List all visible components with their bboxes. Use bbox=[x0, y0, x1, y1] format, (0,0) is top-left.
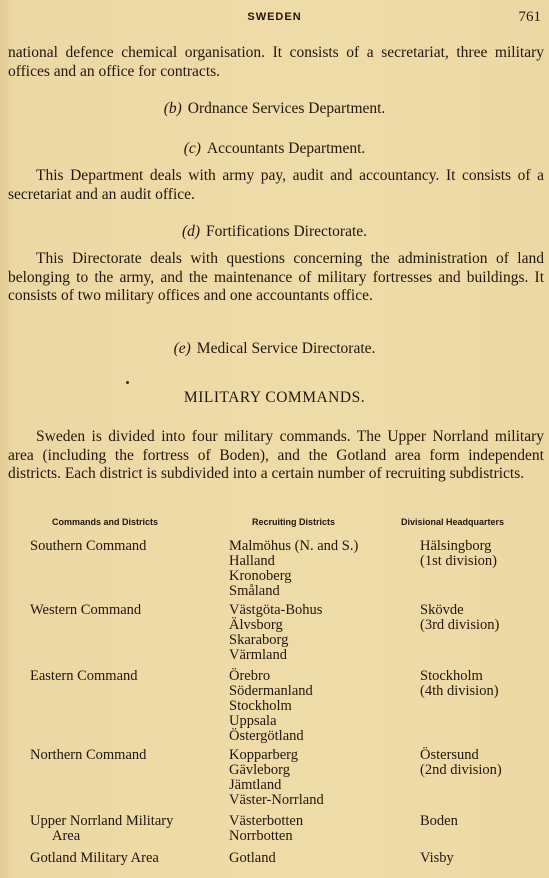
districts-cell: Västgöta-Bohus Älvsborg Skaraborg Värmland bbox=[229, 602, 323, 663]
command-cell: Gotland Military Area bbox=[30, 850, 159, 866]
section-letter: (e) bbox=[173, 340, 191, 357]
section-letter: (c) bbox=[183, 140, 201, 157]
districts-cell: Örebro Södermanland Stockholm Uppsala Östergötland bbox=[229, 668, 313, 744]
page-header bbox=[0, 9, 549, 29]
ink-speck bbox=[126, 381, 129, 384]
intro-paragraph-block bbox=[8, 44, 544, 81]
military-commands-paragraph-block bbox=[8, 428, 544, 484]
intro-paragraph: national defence chemical organisation. It consists of a secretariat, three military offices and an office for contracts. bbox=[8, 44, 544, 80]
military-commands-title: MILITARY COMMANDS. bbox=[183, 389, 366, 406]
section-c-paragraph-block bbox=[8, 167, 544, 204]
headquarters-cell: Östersund (2nd division) bbox=[420, 747, 502, 778]
section-letter: (d) bbox=[181, 223, 201, 240]
section-title: Accountants Department. bbox=[206, 140, 366, 157]
districts-cell: Malmöhus (N. and S.) Halland Kronoberg Småland bbox=[229, 538, 359, 599]
section-d-paragraph: This Directorate deals with questions concerning the administration of land belonging to the army, and the maintenance of military fortresses and buildings. It consists of two military offices and one accountants office. bbox=[8, 250, 544, 304]
section-letter: (b) bbox=[163, 100, 182, 117]
headquarters-cell: Hälsingborg (1st division) bbox=[420, 538, 497, 569]
page-number: 761 bbox=[518, 9, 541, 25]
command-cell: Upper Norrland Military Area bbox=[30, 813, 174, 844]
command-cell: Southern Command bbox=[30, 538, 147, 554]
command-cell: Eastern Command bbox=[30, 668, 138, 684]
section-heading-e bbox=[0, 340, 549, 358]
section-c-paragraph: This Department deals with army pay, audit and accountancy. It consists of a secretariat and an audit office. bbox=[8, 167, 544, 203]
section-heading-d bbox=[0, 223, 549, 241]
column-header-commands: Commands and Districts bbox=[52, 517, 159, 527]
headquarters-cell: Skövde (3rd division) bbox=[420, 602, 500, 633]
column-header-recruiting: Recruiting Districts bbox=[252, 517, 336, 527]
section-title: Fortifications Directorate. bbox=[206, 223, 368, 240]
districts-cell: Gotland bbox=[229, 850, 276, 866]
section-d-paragraph-block bbox=[8, 250, 544, 306]
section-title: Ordnance Services Department. bbox=[187, 100, 386, 117]
command-cell: Western Command bbox=[30, 602, 142, 618]
headquarters-cell: Stockholm (4th division) bbox=[420, 668, 499, 699]
section-title: Medical Service Directorate. bbox=[196, 340, 376, 357]
column-header-headquarters: Divisional Headquarters bbox=[401, 517, 505, 527]
section-heading-b bbox=[0, 100, 549, 118]
headquarters-cell: Visby bbox=[420, 850, 454, 866]
districts-cell: Kopparberg Gävleborg Jämtland Väster-Norrland bbox=[229, 747, 324, 808]
headquarters-cell: Boden bbox=[420, 813, 458, 829]
running-head: SWEDEN bbox=[247, 11, 302, 23]
districts-cell: Västerbotten Norrbotten bbox=[229, 813, 304, 844]
command-cell: Northern Command bbox=[30, 747, 147, 763]
military-commands-paragraph: Sweden is divided into four military commands. The Upper Norrland military area (including the fortress of Boden), and the Gotland area form independent districts. Each district is subdivided into a certain number of recruiting subdistricts. bbox=[8, 428, 544, 482]
section-heading-c bbox=[0, 140, 549, 158]
